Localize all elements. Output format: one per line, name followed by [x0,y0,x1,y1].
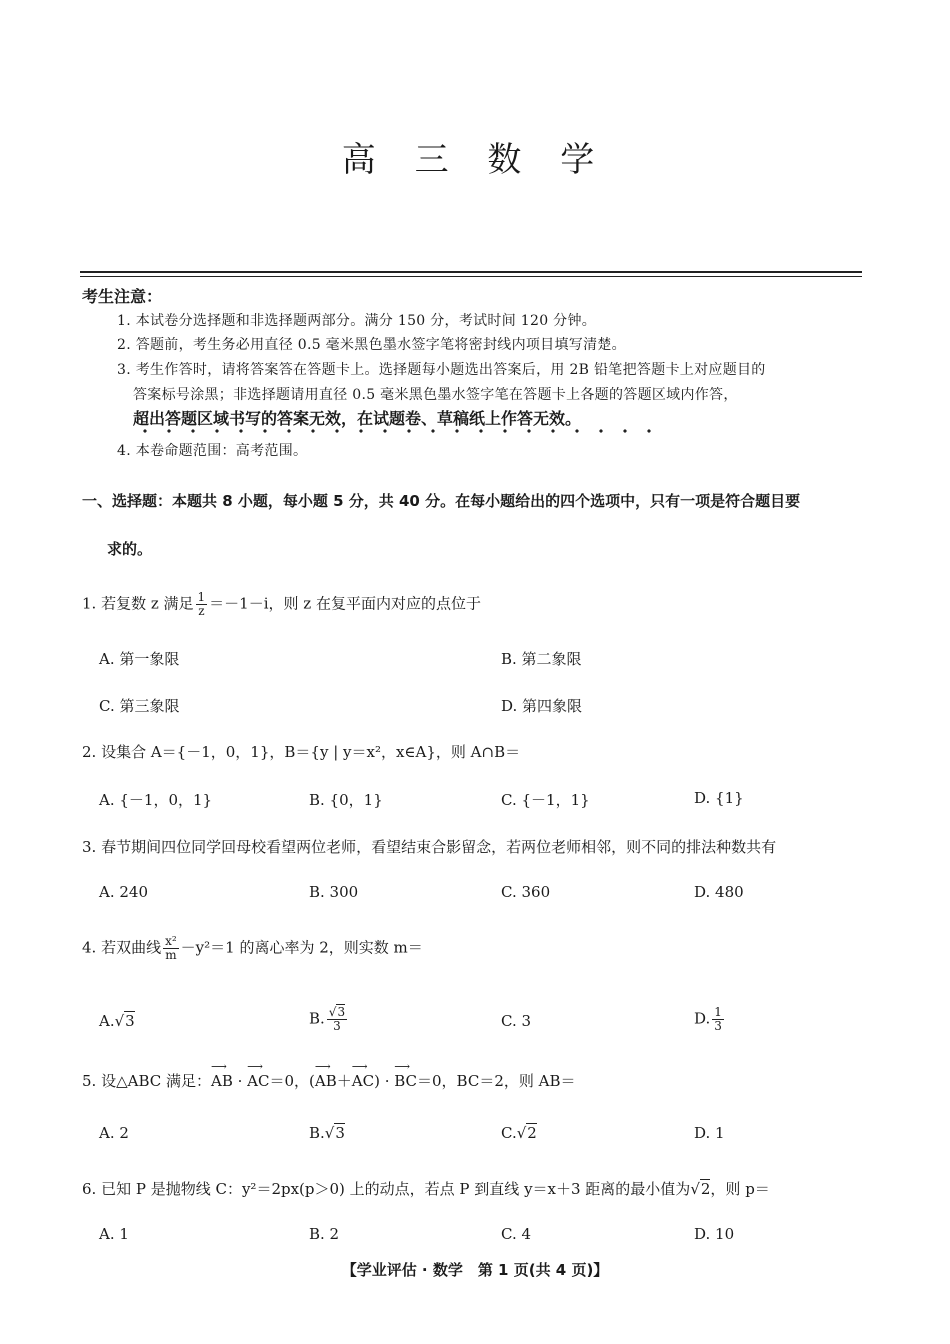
q6-option-c: C. 4 [501,1225,532,1243]
question-3: 3. 春节期间四位同学回母校看望两位老师，看望结束合影留念，若两位老师相邻，则不同的排法种数共有 [82,838,777,856]
q5-option-a: A. 2 [99,1124,129,1142]
header-rule-thin [80,276,862,277]
vector-arrow-icon: ⟶ [394,1060,411,1073]
q2-option-b: B. {0，1} [309,791,383,809]
q4-d-fraction [712,1006,724,1033]
vector-ac-2 [351,1060,375,1090]
q4-pre: 4. 若双曲线 [82,938,162,957]
q4-b-fraction [327,1006,347,1033]
q3-option-c: C. 360 [501,883,551,901]
section-1-heading: 一、选择题：本题共 8 小题，每小题 5 分，共 40 分。在每小题给出的四个选项中，只有一项是符合题目要 [82,492,801,510]
q5-pre: 5. 设△ABC 满足： [82,1072,211,1090]
q1-option-a: A. 第一象限 [99,650,180,668]
sqrt-icon: √ [114,1012,125,1030]
q6-radicand: 2 [700,1180,711,1198]
q5-mid1: · [232,1072,248,1090]
q2-option-d: D. {1} [694,789,744,807]
notice-item-2: 2. 答题前，考生务必用直径 0.5 毫米黑色墨水签字笔将密封线内项目填写清楚。 [117,337,626,353]
vector-arrow-icon: ⟶ [314,1060,331,1073]
q4-b-radicand: 3 [337,1005,346,1019]
page-title: 高 三 数 学 [341,140,609,180]
q4-option-d [694,1006,726,1033]
notice-item-1: 1. 本试卷分选择题和非选择题两部分。满分 150 分，考试时间 120 分钟。 [117,313,597,329]
sqrt-icon: √ [690,1180,700,1198]
q6-option-b: B. 2 [309,1225,340,1243]
q5-v4: AC [351,1072,375,1090]
q1-option-c: C. 第三象限 [99,697,180,715]
q5-v3: AB [314,1072,337,1090]
question-5 [82,1060,576,1091]
vector-arrow-icon: ⟶ [211,1060,227,1073]
q5-c-radicand: 2 [527,1124,537,1142]
notice-emphasis: 超出答题区域书写的答案无效，在试题卷、草稿纸上作答无效。 [133,409,582,428]
q4-a-radicand: 3 [125,1012,135,1030]
q1-pre: 1. 若复数 z 满足 [82,594,194,613]
q5-mid3: ＋ [336,1072,352,1090]
vector-ac [247,1060,270,1090]
q4-b-num [327,1006,347,1020]
notice-item-3: 3. 考生作答时，请将答案答在答题卡上。选择题每小题选出答案后，用 2B 铅笔把答题卡上对应题目的 [117,362,766,378]
q4-b-den: 3 [333,1019,341,1033]
q2-option-c: C. {－1，1} [501,791,590,809]
q4-b-label: B. [309,1009,325,1028]
q6-option-a: A. 1 [99,1225,129,1243]
q4-frac-num: x² [165,934,177,948]
q5-c-label: C. [501,1124,517,1142]
q4-option-b [309,1006,349,1033]
sqrt-icon: √ [324,1124,335,1142]
page-footer: 【学业评估 · 数学 第 1 页(共 4 页)】 [341,1261,609,1279]
q4-fraction [163,935,179,962]
q5-b-label: B. [309,1124,325,1142]
q1-frac-den: z [198,604,205,618]
q4-option-a [99,1012,135,1030]
q5-option-d: D. 1 [694,1124,725,1142]
q4-post: －y²＝1 的离心率为 2，则实数 m＝ [180,938,423,957]
q5-b-radicand: 3 [335,1124,345,1142]
q6-option-d: D. 10 [694,1225,735,1243]
question-4 [82,935,423,962]
q1-option-b: B. 第二象限 [501,650,582,668]
vector-ab [211,1060,233,1090]
vector-arrow-icon: ⟶ [247,1060,263,1073]
q1-frac-num: 1 [197,590,206,604]
q5-mid2: ＝0，( [269,1072,315,1090]
notice-heading: 考生注意： [82,287,163,306]
q5-v5: BC [394,1072,418,1090]
q5-v2: AC [247,1072,270,1090]
q2-option-a: A. {－1，0，1} [99,791,213,809]
q4-option-c: C. 3 [501,1012,532,1030]
question-1 [82,591,481,618]
question-6 [82,1178,770,1199]
vector-bc [394,1060,418,1090]
q1-fraction [196,591,208,618]
q1-post: ＝－1－i，则 z 在复平面内对应的点位于 [209,594,481,613]
q3-option-a: A. 240 [99,883,148,901]
q4-frac-den: m [165,948,177,962]
section-1-heading-cont: 求的。 [107,540,153,558]
question-2: 2. 设集合 A＝{－1，0，1}，B＝{y | y＝x²，x∈A}，则 A∩B＝ [82,743,521,761]
q3-option-b: B. 300 [309,883,359,901]
q6-post: ，则 p＝ [710,1180,770,1198]
header-rule-thick [80,271,862,273]
vector-ab-2 [314,1060,337,1090]
q5-mid4: ) · [374,1072,395,1090]
sqrt-icon: √ [328,1005,337,1019]
q6-pre: 6. 已知 P 是抛物线 C：y²＝2px(p＞0) 上的动点，若点 P 到直线 y＝x＋3 距离的最小值为 [82,1180,691,1198]
q5-post: ＝0，BC＝2，则 AB＝ [417,1072,576,1090]
vector-arrow-icon: ⟶ [351,1060,368,1073]
notice-item-4: 4. 本卷命题范围：高考范围。 [117,443,308,459]
q5-v1: AB [211,1072,233,1090]
q1-option-d: D. 第四象限 [501,697,583,715]
notice-item-3-cont: 答案标号涂黑；非选择题请用直径 0.5 毫米黑色墨水签字笔在答题卡上各题的答题区域内作答， [133,387,738,403]
q5-option-b [309,1124,345,1142]
q5-option-c [501,1124,537,1142]
q4-d-den: 3 [714,1019,722,1033]
q3-option-d: D. 480 [694,883,744,901]
emphasis-dots [133,428,653,434]
sqrt-icon: √ [516,1124,527,1142]
q4-d-num: 1 [714,1005,722,1019]
q4-a-label: A. [99,1012,115,1030]
q4-d-label: D. [694,1009,711,1028]
